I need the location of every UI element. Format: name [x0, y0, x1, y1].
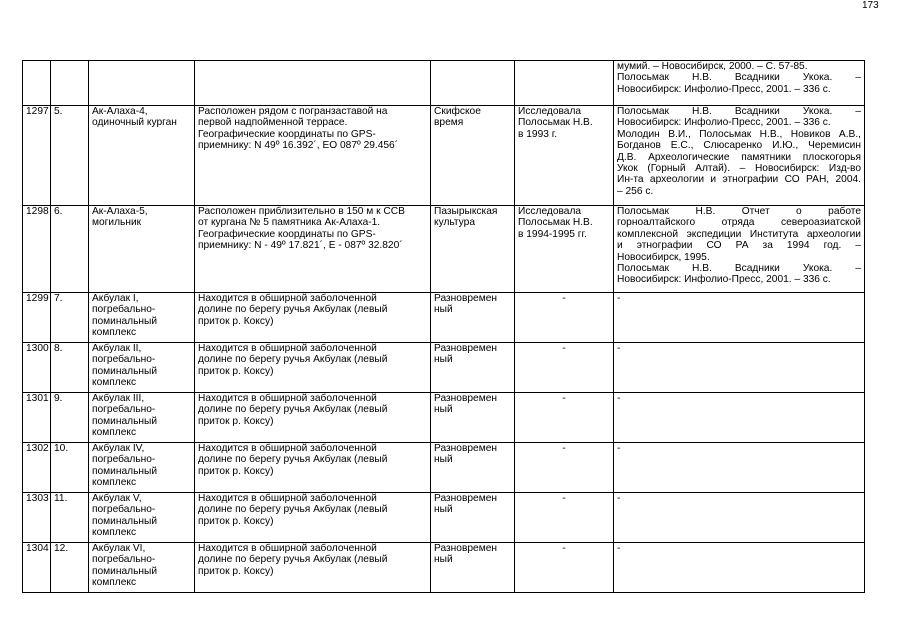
researcher-line: -	[562, 343, 566, 354]
period-line: ный	[434, 554, 453, 566]
location-line: приток р. Коксу)	[198, 315, 274, 327]
table-row	[23, 343, 865, 393]
location-line: Находится в обширной заболоченной	[198, 293, 377, 304]
location-cell	[195, 493, 431, 543]
registry-id-cell	[23, 493, 51, 543]
item-number-cell	[51, 106, 89, 206]
name-line: комплекс	[92, 577, 137, 589]
name-line: комплекс	[92, 527, 137, 539]
name-line: поминальный	[92, 365, 158, 377]
location-line: приемнику: N 49º 16.392´, ЕО 087º 29.456´	[198, 140, 399, 152]
period-line: Разновремен	[434, 443, 498, 454]
name-line: комплекс	[92, 427, 137, 439]
item-number-cell	[51, 493, 89, 543]
location-cell	[195, 206, 431, 293]
item-number: 12.	[54, 543, 69, 554]
monument-name-cell	[89, 543, 195, 593]
name-line: поминальный	[92, 415, 158, 427]
name-line: Акбулак II,	[92, 343, 142, 354]
period-cell	[431, 443, 515, 493]
location-line: от кургана № 5 памятника Ак-Алаха-1.	[198, 217, 381, 229]
name-line: погребально-	[92, 404, 156, 416]
item-number: 6.	[54, 206, 63, 217]
item-number-cell	[51, 543, 89, 593]
literature-line: Новосибирск: Инфолио-Пресс, 2001. – 336 с.	[617, 117, 831, 129]
location-cell	[195, 61, 431, 106]
researcher-line: Исследовала	[518, 206, 582, 217]
researcher-line: Исследовала	[518, 106, 582, 117]
registry-id: 1303	[26, 493, 49, 504]
registry-body	[23, 61, 865, 593]
period-cell	[431, 393, 515, 443]
name-line: комплекс	[92, 327, 137, 339]
registry-id: 1300	[26, 343, 49, 354]
location-line: Находится в обширной заболоченной	[198, 443, 377, 454]
name-line: Акбулак IV,	[92, 443, 145, 454]
researcher-line: -	[562, 543, 566, 554]
location-line: Находится в обширной заболоченной	[198, 343, 377, 354]
table-row	[23, 443, 865, 493]
name-line: поминальный	[92, 515, 158, 527]
period-line: ный	[434, 404, 453, 416]
registry-id-cell	[23, 293, 51, 343]
researcher-line: Полосьмак Н.В.	[518, 117, 593, 129]
period-line: Разновремен	[434, 343, 498, 354]
researcher-line: -	[562, 293, 566, 304]
registry-id: 1301	[26, 393, 49, 404]
item-number-cell	[51, 293, 89, 343]
name-line: одиночный курган	[92, 117, 177, 129]
period-cell	[431, 493, 515, 543]
monument-name-cell	[89, 293, 195, 343]
period-line: ный	[434, 304, 453, 316]
table-row	[23, 493, 865, 543]
location-line: Находится в обширной заболоченной	[198, 543, 377, 554]
location-line: Географические координаты по GPS-	[198, 128, 376, 140]
literature-line: мумий. – Новосибирск, 2000. – С. 57-85.	[617, 61, 808, 72]
registry-id: 1299	[26, 293, 49, 304]
monument-name-cell	[89, 61, 195, 106]
researcher-cell	[515, 206, 614, 293]
monument-name-cell	[89, 343, 195, 393]
literature-line: -	[617, 293, 621, 304]
literature-line: Новосибирск, 1995.	[617, 251, 710, 263]
researcher-cell	[515, 343, 614, 393]
literature-line: Молодин В.И., Полосьмак Н.В., Новиков А.В.,	[617, 128, 861, 140]
literature-line: -	[617, 493, 621, 504]
item-number: 10.	[54, 443, 69, 454]
location-line: Находится в обширной заболоченной	[198, 393, 377, 404]
page-number: 173	[862, 0, 879, 11]
period-line: ный	[434, 504, 453, 516]
location-line: приток р. Коксу)	[198, 415, 274, 427]
literature-line: комплексной экспедиции Института археологии	[617, 228, 861, 240]
name-line: погребально-	[92, 504, 156, 516]
item-number-cell	[51, 443, 89, 493]
location-line: Географические координаты по GPS-	[198, 228, 376, 240]
literature-cell	[614, 61, 865, 106]
location-cell	[195, 293, 431, 343]
monument-registry-table	[22, 60, 865, 593]
period-line: Разновремен	[434, 393, 498, 404]
location-line: Расположен рядом с погранзаставой на	[198, 106, 388, 117]
literature-line: – 256 с.	[617, 185, 654, 197]
table-row	[23, 206, 865, 293]
registry-id: 1304	[26, 543, 49, 554]
item-number-cell	[51, 393, 89, 443]
location-line: Находится в обширной заболоченной	[198, 493, 377, 504]
name-line: комплекс	[92, 377, 137, 389]
name-line: поминальный	[92, 565, 158, 577]
location-line: долине по берегу ручья Акбулак (левый	[198, 454, 388, 466]
name-line: Ак-Алаха-5,	[92, 206, 148, 217]
period-line: Разновремен	[434, 293, 498, 304]
researcher-cell	[515, 393, 614, 443]
table-row	[23, 393, 865, 443]
literature-line: Полосьмак Н.В. Отчет о работе	[617, 206, 861, 217]
literature-line: -	[617, 443, 621, 454]
researcher-line: в 1993 г.	[518, 128, 558, 140]
researcher-cell	[515, 61, 614, 106]
registry-id-cell	[23, 393, 51, 443]
name-line: Акбулак VI,	[92, 543, 146, 554]
researcher-line: -	[562, 493, 566, 504]
registry-id-cell	[23, 343, 51, 393]
period-cell	[431, 543, 515, 593]
literature-line: Богданов Е.С., Слюсаренко И.Ю., Черемисин	[617, 140, 861, 152]
literature-line: Новосибирск: Инфолио-Пресс, 2001. – 336 с.	[617, 83, 831, 95]
table-row	[23, 106, 865, 206]
location-line: долине по берегу ручья Акбулак (левый	[198, 354, 388, 366]
period-line: культура	[434, 217, 475, 229]
period-cell	[431, 206, 515, 293]
literature-cell	[614, 343, 865, 393]
literature-line: горноалтайского отряда североазиатской	[617, 217, 861, 229]
literature-cell	[614, 443, 865, 493]
registry-id-cell	[23, 61, 51, 106]
literature-cell	[614, 106, 865, 206]
registry-id-cell	[23, 106, 51, 206]
item-number-cell	[51, 343, 89, 393]
name-line: Акбулак III,	[92, 393, 145, 404]
period-cell	[431, 61, 515, 106]
location-line: долине по берегу ручья Акбулак (левый	[198, 404, 388, 416]
registry-id: 1298	[26, 206, 49, 217]
location-line: долине по берегу ручья Акбулак (левый	[198, 554, 388, 566]
name-line: погребально-	[92, 354, 156, 366]
name-line: погребально-	[92, 454, 156, 466]
literature-line: -	[617, 393, 621, 404]
location-line: Расположен приблизительно в 150 м к ССВ	[198, 206, 405, 217]
location-line: приток р. Коксу)	[198, 365, 274, 377]
location-line: приток р. Коксу)	[198, 565, 274, 577]
literature-line: Ин-та археологии и этнографии СО РАН, 2004.	[617, 174, 861, 186]
literature-line: -	[617, 343, 621, 354]
literature-cell	[614, 543, 865, 593]
literature-line: и этнографии СО РА за 1994 год. –	[617, 240, 861, 252]
period-line: Разновремен	[434, 543, 498, 554]
literature-cell	[614, 206, 865, 293]
literature-line: Д.В. Археологические памятники плоскогорья	[617, 151, 861, 163]
table-row	[23, 293, 865, 343]
researcher-cell	[515, 443, 614, 493]
researcher-cell	[515, 106, 614, 206]
location-line: приток р. Коксу)	[198, 515, 274, 527]
monument-name-cell	[89, 393, 195, 443]
location-cell	[195, 343, 431, 393]
monument-name-cell	[89, 106, 195, 206]
item-number: 7.	[54, 293, 63, 304]
name-line: поминальный	[92, 315, 158, 327]
location-cell	[195, 106, 431, 206]
location-cell	[195, 543, 431, 593]
table-row	[23, 61, 865, 106]
period-cell	[431, 106, 515, 206]
monument-name-cell	[89, 206, 195, 293]
item-number: 5.	[54, 106, 63, 117]
researcher-cell	[515, 293, 614, 343]
literature-line: Полосьмак Н.В. Всадники Укока. –	[617, 106, 861, 117]
period-line: время	[434, 117, 464, 129]
name-line: поминальный	[92, 465, 158, 477]
monument-name-cell	[89, 493, 195, 543]
literature-line: -	[617, 543, 621, 554]
item-number: 11.	[54, 493, 68, 504]
name-line: погребально-	[92, 304, 156, 316]
period-line: Скифское	[434, 106, 481, 117]
name-line: Акбулак V,	[92, 493, 142, 504]
item-number-cell	[51, 61, 89, 106]
location-line: приток р. Коксу)	[198, 465, 274, 477]
period-line: ный	[434, 354, 453, 366]
name-line: Ак-Алаха-4,	[92, 106, 148, 117]
item-number: 9.	[54, 393, 63, 404]
location-line: первой надпойменной террасе.	[198, 117, 348, 129]
location-line: приемнику: N - 49º 17.821´, Е - 087º 32.820´	[198, 240, 403, 252]
literature-cell	[614, 493, 865, 543]
location-line: долине по берегу ручья Акбулак (левый	[198, 504, 388, 516]
period-line: Пазырыкская	[434, 206, 498, 217]
researcher-cell	[515, 543, 614, 593]
literature-cell	[614, 293, 865, 343]
monument-name-cell	[89, 443, 195, 493]
registry-id: 1297	[26, 106, 49, 117]
researcher-line: Полосьмак Н.В.	[518, 217, 593, 229]
registry-id: 1302	[26, 443, 49, 454]
researcher-line: -	[562, 443, 566, 454]
name-line: могильник	[92, 217, 142, 229]
literature-line: Полосьмак Н.В. Всадники Укока. –	[617, 72, 861, 84]
table-row	[23, 543, 865, 593]
literature-line: Новосибирск: Инфолио-Пресс, 2001. – 336 с.	[617, 274, 831, 286]
period-line: ный	[434, 454, 453, 466]
item-number-cell	[51, 206, 89, 293]
name-line: погребально-	[92, 554, 156, 566]
location-line: долине по берегу ручья Акбулак (левый	[198, 304, 388, 316]
literature-cell	[614, 393, 865, 443]
name-line: Акбулак I,	[92, 293, 139, 304]
literature-line: Укок (Горный Алтай). – Новосибирск: Изд-во	[617, 163, 861, 175]
period-cell	[431, 293, 515, 343]
period-line: Разновремен	[434, 493, 498, 504]
researcher-line: в 1994-1995 гг.	[518, 228, 587, 240]
registry-id-cell	[23, 443, 51, 493]
location-cell	[195, 393, 431, 443]
location-cell	[195, 443, 431, 493]
registry-id-cell	[23, 543, 51, 593]
registry-id-cell	[23, 206, 51, 293]
literature-line: Полосьмак Н.В. Всадники Укока. –	[617, 263, 861, 275]
researcher-line: -	[562, 393, 566, 404]
researcher-cell	[515, 493, 614, 543]
item-number: 8.	[54, 343, 63, 354]
name-line: комплекс	[92, 477, 137, 489]
period-cell	[431, 343, 515, 393]
